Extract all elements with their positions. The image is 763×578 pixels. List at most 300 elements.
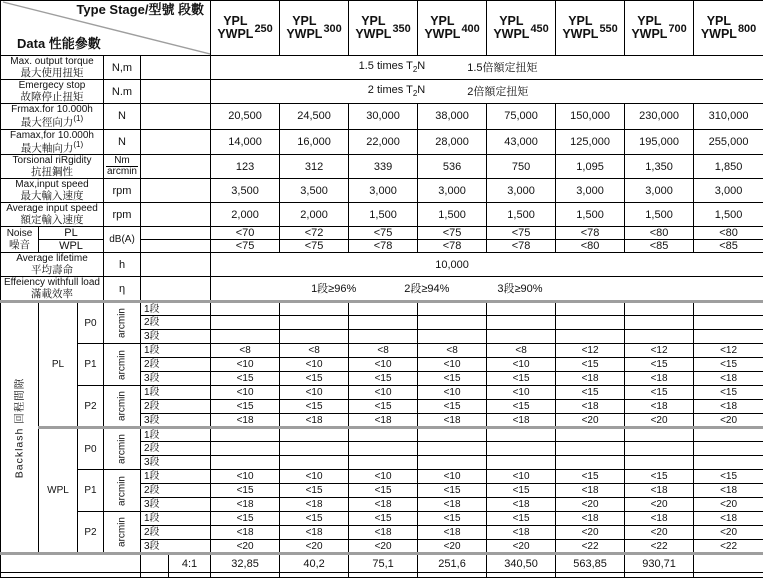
- stage-cell: [141, 179, 211, 203]
- value-cell: [625, 302, 694, 316]
- value-cell: <85: [694, 240, 763, 253]
- row-label: Max. output torque 最大使用扭矩: [1, 56, 104, 80]
- backlash-row: [1, 512, 763, 526]
- value-cell: 2,000: [280, 203, 349, 227]
- value-cell: <15: [280, 400, 349, 414]
- span-value-cell: [211, 56, 763, 80]
- value-cell: <22: [556, 540, 625, 554]
- unit-cell: rpm: [104, 179, 141, 203]
- value-cell: [556, 442, 625, 456]
- value-cell: <10: [487, 358, 556, 372]
- unit-cell: η: [104, 277, 141, 302]
- value-cell: <15: [487, 400, 556, 414]
- value-cell: [280, 330, 349, 344]
- value-cell: <18: [211, 414, 280, 428]
- value-cell: 340,50: [487, 554, 556, 573]
- value-cell: <15: [487, 372, 556, 386]
- value-cell: <75: [211, 240, 280, 253]
- value-cell: 251,6: [418, 554, 487, 573]
- torque-text-zh: 2倍額定扭矩: [467, 86, 528, 98]
- model-header: [625, 1, 694, 56]
- value-cell: <10: [349, 470, 418, 484]
- value-cell: <12: [625, 344, 694, 358]
- value-cell: [211, 330, 280, 344]
- value-cell: <20: [694, 414, 763, 428]
- value-cell: 930,71: [625, 554, 694, 573]
- backlash-group-label: PL: [39, 302, 78, 428]
- value-cell: <15: [694, 386, 763, 400]
- arcmin-vertical-label: arcmin: [117, 391, 128, 421]
- value-cell: 3,500: [280, 179, 349, 203]
- value-cell: [694, 554, 763, 573]
- value-cell: <15: [280, 512, 349, 526]
- value-cell: <10: [211, 386, 280, 400]
- value-cell: [211, 316, 280, 330]
- model-name: YPL YWPL: [424, 15, 460, 41]
- stage-cell: [141, 227, 211, 240]
- value-cell: <20: [556, 526, 625, 540]
- value-cell: 3,000: [694, 179, 763, 203]
- unit-cell: [104, 512, 141, 554]
- value-cell: 750: [487, 155, 556, 179]
- value-cell: 32,85: [211, 554, 280, 573]
- value-cell: <18: [694, 484, 763, 498]
- value-cell: 30,000: [349, 104, 418, 130]
- backlash-class-label: P1: [78, 470, 104, 512]
- empty-cell: [1, 573, 141, 578]
- empty-cell: [625, 573, 694, 578]
- value-cell: <18: [280, 414, 349, 428]
- value-cell: <10: [418, 386, 487, 400]
- value-cell: <8: [280, 344, 349, 358]
- noise-row-pl: [1, 227, 763, 240]
- value-cell: <20: [556, 498, 625, 512]
- backlash-label-cell: [1, 302, 39, 554]
- value-cell: 43,000: [487, 129, 556, 155]
- value-cell: <22: [694, 540, 763, 554]
- backlash-row: [1, 428, 763, 442]
- value-cell: <10: [418, 358, 487, 372]
- stage-label: 2段: [141, 526, 211, 540]
- value-cell: <85: [625, 240, 694, 253]
- value-cell: 3,000: [487, 179, 556, 203]
- value-cell: [418, 442, 487, 456]
- value-cell: [625, 330, 694, 344]
- value-cell: [556, 316, 625, 330]
- model-size: 400: [461, 23, 479, 35]
- value-cell: <75: [349, 227, 418, 240]
- value-cell: [487, 302, 556, 316]
- model-header: [487, 1, 556, 56]
- stage-cell: [141, 277, 211, 302]
- spec-row-famax: [1, 129, 763, 155]
- value-cell: <15: [487, 512, 556, 526]
- model-header: [418, 1, 487, 56]
- unit-cell: $\frac{Nm}{\text{arcmin}}$: [104, 155, 141, 179]
- value-cell: <20: [280, 540, 349, 554]
- value-cell: [280, 428, 349, 442]
- value-cell: <18: [487, 414, 556, 428]
- arcmin-vertical-label: arcmin: [117, 517, 128, 547]
- stage-label: 2段: [141, 400, 211, 414]
- value-cell: [694, 302, 763, 316]
- noise-type-cell: PL: [39, 227, 104, 240]
- value-cell: [280, 316, 349, 330]
- unit-cell: dB(A): [104, 227, 141, 253]
- row-label: Torsional riRgidity 抗扭鋼性: [1, 155, 104, 179]
- value-cell: <15: [625, 386, 694, 400]
- value-cell: <20: [625, 414, 694, 428]
- unit-cell: [104, 386, 141, 428]
- value-cell: <15: [349, 400, 418, 414]
- value-cell: [349, 456, 418, 470]
- value-cell: <20: [418, 540, 487, 554]
- arcmin-vertical-label: arcmin: [117, 349, 128, 379]
- value-cell: <10: [487, 386, 556, 400]
- value-cell: [211, 442, 280, 456]
- value-cell: [487, 456, 556, 470]
- value-cell: [349, 302, 418, 316]
- value-cell: <20: [625, 526, 694, 540]
- spec-row-average-input-speed: [1, 203, 763, 227]
- stage-label: 3段: [141, 414, 211, 428]
- value-cell: 3,500: [211, 179, 280, 203]
- value-cell: 38,000: [418, 104, 487, 130]
- efficiency-3stage: 3段≥90%: [497, 283, 542, 295]
- value-cell: 125,000: [556, 129, 625, 155]
- stage-label: 1段: [141, 344, 211, 358]
- stage-label: 1段: [141, 512, 211, 526]
- value-cell: [280, 442, 349, 456]
- value-cell: <10: [280, 386, 349, 400]
- value-cell: <15: [211, 400, 280, 414]
- empty-cell: [211, 573, 280, 578]
- value-cell: <75: [280, 240, 349, 253]
- corner-data-label: Data 性能參數: [17, 38, 101, 50]
- value-cell: <8: [487, 344, 556, 358]
- value-cell: <18: [280, 498, 349, 512]
- value-cell: <18: [349, 526, 418, 540]
- model-size: 300: [323, 23, 341, 35]
- row-label: Average lifetime 平均壽命: [1, 253, 104, 277]
- stage-label: 2段: [141, 484, 211, 498]
- value-cell: [556, 330, 625, 344]
- value-cell: <18: [211, 498, 280, 512]
- stage-label: 2段: [141, 442, 211, 456]
- partial-row: [1, 573, 763, 578]
- value-cell: 3,000: [556, 179, 625, 203]
- value-cell: [349, 442, 418, 456]
- value-cell: [556, 428, 625, 442]
- stage-label: 3段: [141, 330, 211, 344]
- value-cell: <15: [625, 358, 694, 372]
- value-cell: [487, 442, 556, 456]
- stage-label: 3段: [141, 456, 211, 470]
- value-cell: 536: [418, 155, 487, 179]
- value-cell: <18: [280, 526, 349, 540]
- value-cell: <18: [694, 372, 763, 386]
- value-cell: <15: [280, 484, 349, 498]
- row-label: Famax,for 10.000h 最大軸向力$^{(1)}$: [1, 129, 104, 155]
- value-cell: 1,095: [556, 155, 625, 179]
- value-cell: <20: [487, 540, 556, 554]
- value-cell: <10: [280, 358, 349, 372]
- value-cell: <72: [280, 227, 349, 240]
- noise-type-cell: WPL: [39, 240, 104, 253]
- value-cell: 75,1: [349, 554, 418, 573]
- model-size: 550: [599, 23, 617, 35]
- value-cell: [625, 442, 694, 456]
- value-cell: <12: [694, 344, 763, 358]
- model-name: YPL YWPL: [562, 15, 598, 41]
- value-cell: 3,000: [349, 179, 418, 203]
- unit-cell: h: [104, 253, 141, 277]
- backlash-class-label: P0: [78, 428, 104, 470]
- value-cell: <18: [487, 498, 556, 512]
- empty-cell: [556, 573, 625, 578]
- lifetime-value: 10,000: [211, 259, 763, 271]
- value-cell: 14,000: [211, 129, 280, 155]
- value-cell: 28,000: [418, 129, 487, 155]
- value-cell: <15: [487, 484, 556, 498]
- backlash-row: [1, 302, 763, 316]
- stage-label: 3段: [141, 540, 211, 554]
- value-cell: <80: [694, 227, 763, 240]
- value-cell: <15: [349, 372, 418, 386]
- value-cell: <15: [694, 470, 763, 484]
- row-label: Noise 噪音: [1, 227, 39, 253]
- value-cell: <20: [694, 526, 763, 540]
- value-cell: [349, 316, 418, 330]
- value-cell: <20: [211, 540, 280, 554]
- value-cell: <10: [349, 386, 418, 400]
- model-header: [556, 1, 625, 56]
- ratio-label: 4:1: [169, 554, 211, 573]
- unit-cell: [104, 302, 141, 344]
- value-cell: 1,500: [556, 203, 625, 227]
- empty-cell: [280, 573, 349, 578]
- span-value-cell: [211, 253, 763, 277]
- value-cell: 1,500: [487, 203, 556, 227]
- stage-cell: [141, 155, 211, 179]
- value-cell: 150,000: [556, 104, 625, 130]
- row-label: Effeiency withfull load 滿載效率: [1, 277, 104, 302]
- value-cell: <80: [625, 227, 694, 240]
- value-cell: <10: [349, 358, 418, 372]
- empty-cell: [141, 554, 169, 573]
- value-cell: <78: [418, 240, 487, 253]
- value-cell: 3,000: [418, 179, 487, 203]
- value-cell: [487, 428, 556, 442]
- value-cell: <10: [418, 470, 487, 484]
- backlash-row: [1, 386, 763, 400]
- model-header: [280, 1, 349, 56]
- model-header: [349, 1, 418, 56]
- value-cell: [556, 302, 625, 316]
- value-cell: <78: [556, 227, 625, 240]
- value-cell: <18: [694, 400, 763, 414]
- model-size: 350: [392, 23, 410, 35]
- value-cell: <15: [418, 400, 487, 414]
- model-size: 700: [668, 23, 686, 35]
- value-cell: <20: [625, 498, 694, 512]
- value-cell: [280, 302, 349, 316]
- spec-row-max-input-speed: [1, 179, 763, 203]
- value-cell: 40,2: [280, 554, 349, 573]
- value-cell: <18: [625, 372, 694, 386]
- torque-text-en: 2 times $T_2N$: [368, 84, 425, 98]
- value-cell: [211, 456, 280, 470]
- value-cell: <15: [211, 372, 280, 386]
- unit-cell: N,m: [104, 56, 141, 80]
- spec-row-frmax: [1, 104, 763, 130]
- unit-cell: N: [104, 129, 141, 155]
- value-cell: <18: [487, 526, 556, 540]
- span-value-cell: [211, 277, 763, 302]
- model-header: [694, 1, 763, 56]
- value-cell: <70: [211, 227, 280, 240]
- model-name: YPL YWPL: [631, 15, 667, 41]
- value-cell: <18: [418, 526, 487, 540]
- value-cell: 24,500: [280, 104, 349, 130]
- value-cell: 20,500: [211, 104, 280, 130]
- empty-cell: [141, 573, 169, 578]
- value-cell: [694, 330, 763, 344]
- stage-label: 1段: [141, 302, 211, 316]
- empty-cell: [349, 573, 418, 578]
- value-cell: 339: [349, 155, 418, 179]
- model-size: 450: [530, 23, 548, 35]
- span-value-cell: [211, 80, 763, 104]
- value-cell: 1,500: [418, 203, 487, 227]
- model-size: 800: [738, 23, 756, 35]
- spec-row-average-lifetime: [1, 253, 763, 277]
- backlash-class-label: P1: [78, 344, 104, 386]
- stage-cell: [141, 80, 211, 104]
- unit-cell: N: [104, 104, 141, 130]
- value-cell: [418, 330, 487, 344]
- value-cell: <18: [694, 512, 763, 526]
- value-cell: 22,000: [349, 129, 418, 155]
- stage-label: 2段: [141, 316, 211, 330]
- value-cell: <20: [556, 414, 625, 428]
- row-label: Frmax.for 10.000h 最大徑向力$^{(1)}$: [1, 104, 104, 130]
- value-cell: <18: [556, 400, 625, 414]
- value-cell: [556, 456, 625, 470]
- value-cell: <20: [349, 540, 418, 554]
- arcmin-vertical-label: arcmin: [117, 434, 128, 464]
- value-cell: <15: [556, 470, 625, 484]
- efficiency-1stage: 1段≥96%: [311, 283, 356, 295]
- value-cell: [349, 428, 418, 442]
- value-cell: <15: [418, 372, 487, 386]
- value-cell: <8: [349, 344, 418, 358]
- value-cell: 3,000: [625, 179, 694, 203]
- stage-cell: [141, 56, 211, 80]
- value-cell: 310,000: [694, 104, 763, 130]
- torque-text-en: 1.5 times $T_2N$: [359, 60, 426, 74]
- backlash-row: [1, 344, 763, 358]
- value-cell: <22: [625, 540, 694, 554]
- value-cell: [211, 302, 280, 316]
- backlash-vertical-label: Backlash 回程間隙: [14, 377, 25, 478]
- value-cell: 312: [280, 155, 349, 179]
- unit-cell: rpm: [104, 203, 141, 227]
- empty-cell: [418, 573, 487, 578]
- value-cell: 1,850: [694, 155, 763, 179]
- value-cell: <20: [694, 498, 763, 512]
- value-cell: <18: [418, 414, 487, 428]
- value-cell: <78: [487, 240, 556, 253]
- stage-cell: [141, 253, 211, 277]
- backlash-group-label: WPL: [39, 428, 78, 554]
- value-cell: <10: [487, 470, 556, 484]
- value-cell: 195,000: [625, 129, 694, 155]
- value-cell: [625, 456, 694, 470]
- value-cell: <18: [556, 512, 625, 526]
- value-cell: <18: [556, 372, 625, 386]
- value-cell: <15: [211, 512, 280, 526]
- empty-cell: [694, 573, 763, 578]
- value-cell: 230,000: [625, 104, 694, 130]
- model-size: 250: [254, 23, 272, 35]
- row-label: Max,input speed 最大輸入速度: [1, 179, 104, 203]
- value-cell: <18: [625, 400, 694, 414]
- value-cell: 1,500: [694, 203, 763, 227]
- value-cell: <15: [556, 386, 625, 400]
- stage-label: 3段: [141, 372, 211, 386]
- value-cell: <10: [211, 358, 280, 372]
- value-cell: [418, 316, 487, 330]
- unit-cell: [104, 428, 141, 470]
- value-cell: [418, 428, 487, 442]
- torque-text-zh: 1.5倍額定扭矩: [467, 62, 537, 74]
- ratio-row: [1, 554, 763, 573]
- value-cell: <10: [211, 470, 280, 484]
- value-cell: 2,000: [211, 203, 280, 227]
- corner-type-label: Type Stage/型號 段數: [76, 4, 204, 16]
- stage-label: 2段: [141, 358, 211, 372]
- value-cell: <15: [556, 358, 625, 372]
- value-cell: [487, 316, 556, 330]
- stage-cell: [141, 203, 211, 227]
- value-cell: <8: [418, 344, 487, 358]
- arcmin-vertical-label: arcmin: [117, 475, 128, 505]
- backlash-class-label: P0: [78, 302, 104, 344]
- value-cell: 123: [211, 155, 280, 179]
- spec-row-efficiency: [1, 277, 763, 302]
- value-cell: 1,500: [349, 203, 418, 227]
- value-cell: <15: [349, 512, 418, 526]
- value-cell: 16,000: [280, 129, 349, 155]
- value-cell: <78: [349, 240, 418, 253]
- unit-cell: [104, 344, 141, 386]
- row-label: Emergecy stop 故障停止扭矩: [1, 80, 104, 104]
- stage-label: 1段: [141, 428, 211, 442]
- value-cell: <8: [211, 344, 280, 358]
- empty-cell: [487, 573, 556, 578]
- value-cell: 255,000: [694, 129, 763, 155]
- model-name: YPL YWPL: [493, 15, 529, 41]
- value-cell: <12: [556, 344, 625, 358]
- value-cell: [280, 456, 349, 470]
- model-name: YPL YWPL: [286, 15, 322, 41]
- model-name: YPL YWPL: [701, 15, 737, 41]
- value-cell: [625, 428, 694, 442]
- stage-label: 1段: [141, 386, 211, 400]
- value-cell: <18: [625, 484, 694, 498]
- stage-cell: [141, 240, 211, 253]
